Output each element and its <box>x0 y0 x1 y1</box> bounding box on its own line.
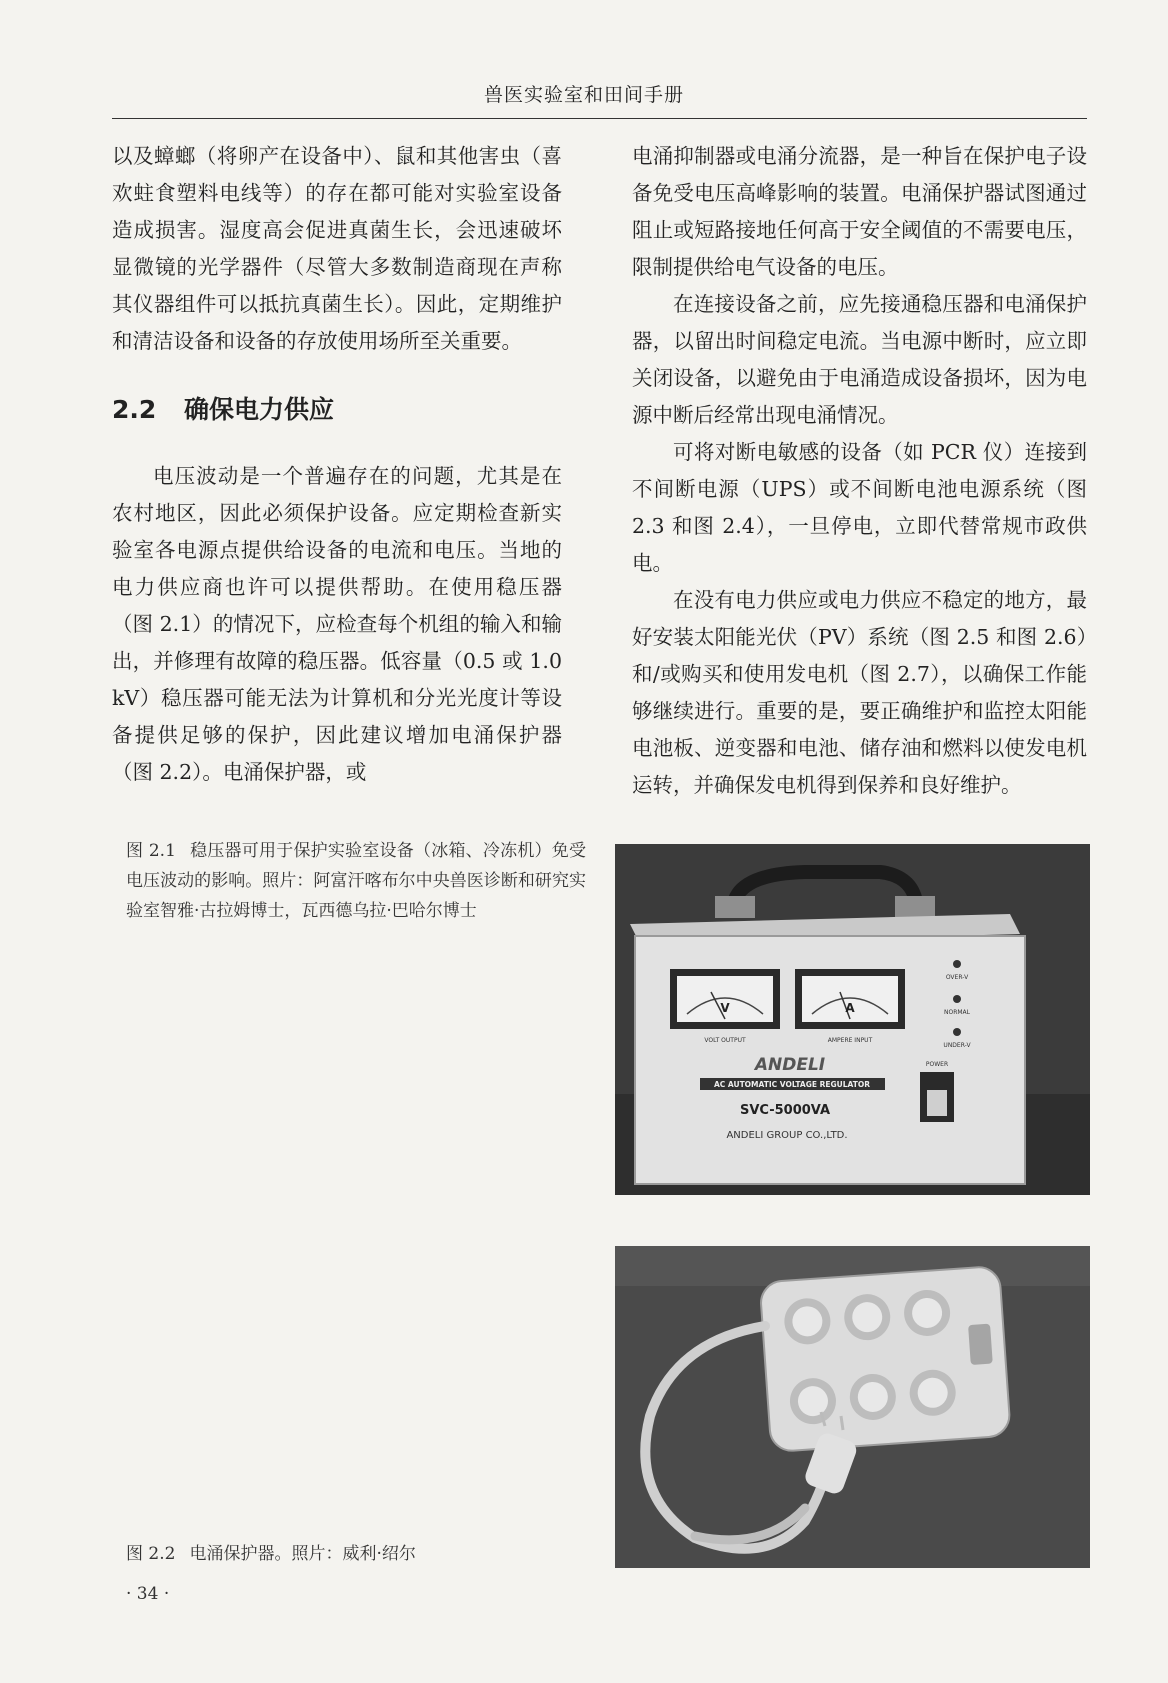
figure-caption-2-2 <box>126 1539 586 1569</box>
brand-name: ANDELI <box>754 1055 826 1075</box>
power-label: POWER <box>925 1061 949 1068</box>
meter-left-label: VOLT OUTPUT <box>704 1037 746 1044</box>
running-header: 兽医实验室和田间手册 <box>483 84 684 106</box>
left-column <box>112 138 562 791</box>
paragraph: 在没有电力供应或电力供应不稳定的地方，最好安装太阳能光伏（PV）系统（图 2.5 和图 2.6）和/或购买和使用发电机（图 2.7），以确保工作能够继续进行。重要的是，要正确维护和监控太阳能电池板、逆变器和电池、储存油和燃料以使发电机运转，并确保发电机得到保养和良好维护。 <box>632 588 1087 797</box>
meter-left-unit: V <box>720 1001 730 1015</box>
indicator-1: OVER-V <box>945 974 969 981</box>
indicator-2: NORMAL <box>943 1009 971 1016</box>
surge-protector-illustration <box>615 1246 1090 1568</box>
regulator-subtitle: AC AUTOMATIC VOLTAGE REGULATOR <box>713 1080 871 1089</box>
indicator-3: UNDER-V <box>943 1042 971 1049</box>
figure-caption-text: 稳压器可用于保护实验室设备（冰箱、冷冻机）免受电压波动的影响。照片：阿富汗喀布尔中央兽医诊断和研究实验室智雅·古拉姆博士，瓦西德乌拉·巴哈尔博士 <box>126 841 586 921</box>
paragraph-continued: 电涌抑制器或电涌分流器，是一种旨在保护电子设备免受电压高峰影响的装置。电涌保护器试图通过阻止或短路接地任何高于安全阈值的不需要电压，限制提供给电气设备的电压。 <box>632 144 1087 279</box>
section-number: 2.2 <box>112 395 157 424</box>
figure-caption-text: 电涌保护器。照片：威利·绍尔 <box>189 1544 416 1564</box>
voltage-regulator-illustration <box>615 844 1090 1195</box>
voltage-regulator-photo <box>615 844 1090 1195</box>
model-number: SVC-5000VA <box>739 1103 831 1118</box>
meter-right-unit: A <box>845 1001 855 1015</box>
header-rule <box>112 118 1087 119</box>
paragraph: 电压波动是一个普遍存在的问题，尤其是在农村地区，因此必须保护设备。应定期检查新实验室各电源点提供给设备的电流和电压。当地的电力供应商也许可以提供帮助。在使用稳压器（图 2.1）的情况下，应检查每个机组的输入和输出，并修理有故障的稳压器。低容量（0.5 或 1.0 kV）稳压器可能无法为计算机和分光光度计等设备提供足够的保护，因此建议增加电涌保护器（图 2.2）。电涌保护器，或 <box>112 464 562 784</box>
paragraph: 可将对断电敏感的设备（如 PCR 仪）连接到不间断电源（UPS）或不间断电池电源系统（图 2.3 和图 2.4），一旦停电，立即代替常规市政供电。 <box>632 440 1087 575</box>
paragraph: 在连接设备之前，应先接通稳压器和电涌保护器，以留出时间稳定电流。当电源中断时，应立即关闭设备，以避免由于电涌造成设备损坏，因为电源中断后经常出现电涌情况。 <box>632 292 1087 427</box>
surge-protector-photo <box>615 1246 1090 1568</box>
paragraph-continued: 以及蟑螂（将卵产在设备中）、鼠和其他害虫（喜欢蛀食塑料电线等）的存在都可能对实验室设备造成损害。湿度高会促进真菌生长，会迅速破坏显微镜的光学器件（尽管大多数制造商现在声称其仪器组件可以抵抗真菌生长）。因此，定期维护和清洁设备和设备的存放使用场所至关重要。 <box>112 144 562 353</box>
section-heading <box>112 390 562 430</box>
meter-right-label: AMPERE INPUT <box>827 1037 873 1044</box>
manufacturer: ANDELI GROUP CO.,LTD. <box>726 1130 848 1141</box>
figure-label: 图 2.1 <box>126 841 176 861</box>
page-number: · 34 · <box>126 1584 170 1604</box>
figure-label: 图 2.2 <box>126 1544 176 1564</box>
right-column <box>632 138 1087 804</box>
section-title: 确保电力供应 <box>184 395 335 424</box>
figure-caption-2-1 <box>126 836 586 926</box>
